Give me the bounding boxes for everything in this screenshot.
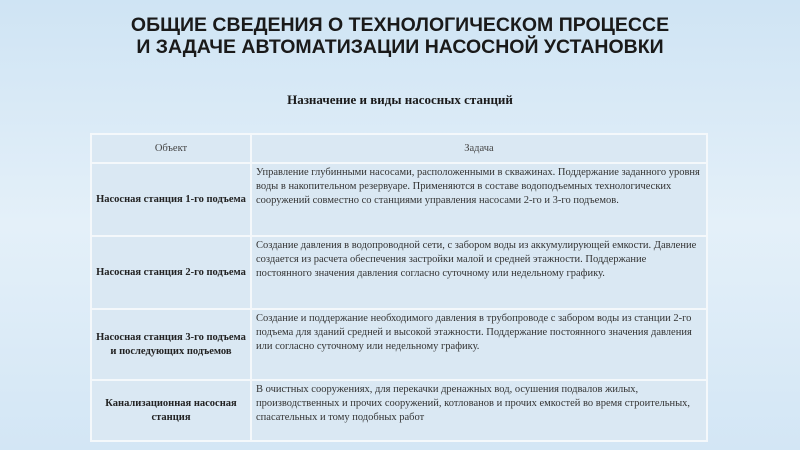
table-row: [91, 380, 707, 441]
table-row: [91, 236, 707, 309]
header-task: Задача: [251, 134, 707, 163]
slide-title: [0, 14, 800, 58]
table-row: [91, 163, 707, 236]
object-cell: Насосная станция 2-го подъема: [91, 236, 251, 309]
header-object: Объект: [91, 134, 251, 163]
table-header-row: [91, 134, 707, 163]
task-cell: Создание и поддержание необходимого давления в трубопроводе с забором воды из станции 2-го подъема для зданий средней и высокой этажности. Поддержание постоянного значения давления или согласно суточному или недельному графику.: [251, 309, 707, 380]
object-cell: Насосная станция 3-го подъема и последующих подъемов: [91, 309, 251, 380]
title-line-1: ОБЩИЕ СВЕДЕНИЯ О ТЕХНОЛОГИЧЕСКОМ ПРОЦЕССЕ: [130, 14, 670, 36]
object-cell: Насосная станция 1-го подъема: [91, 163, 251, 236]
object-cell: Канализационная насосная станция: [91, 380, 251, 441]
table-row: [91, 309, 707, 380]
pump-stations-table: [90, 133, 708, 442]
task-cell: В очистных сооружениях, для перекачки дренажных вод, осушения подвалов жилых, производственных и прочих сооружений, котлованов и прочих емкостей во время строительных, спасательных и тому подобных работ: [251, 380, 707, 441]
task-cell: Создание давления в водопроводной сети, с забором воды из аккумулирующей емкости. Давление создается из расчета обеспечения застройки малой и средней этажности. Поддержание постоянного значения давления согласно суточному или недельному графику.: [251, 236, 707, 309]
task-cell: Управление глубинными насосами, расположенными в скважинах. Поддержание заданного уровня воды в накопительном резервуаре. Применяются в составе водоподъемных технологических сооружений совместно со станциями управления насосами 2-го и 3-го подъемов.: [251, 163, 707, 236]
title-line-2: И ЗАДАЧЕ АВТОМАТИЗАЦИИ НАСОСНОЙ УСТАНОВКИ: [136, 36, 664, 58]
table-caption: Назначение и виды насосных станций: [287, 92, 513, 107]
